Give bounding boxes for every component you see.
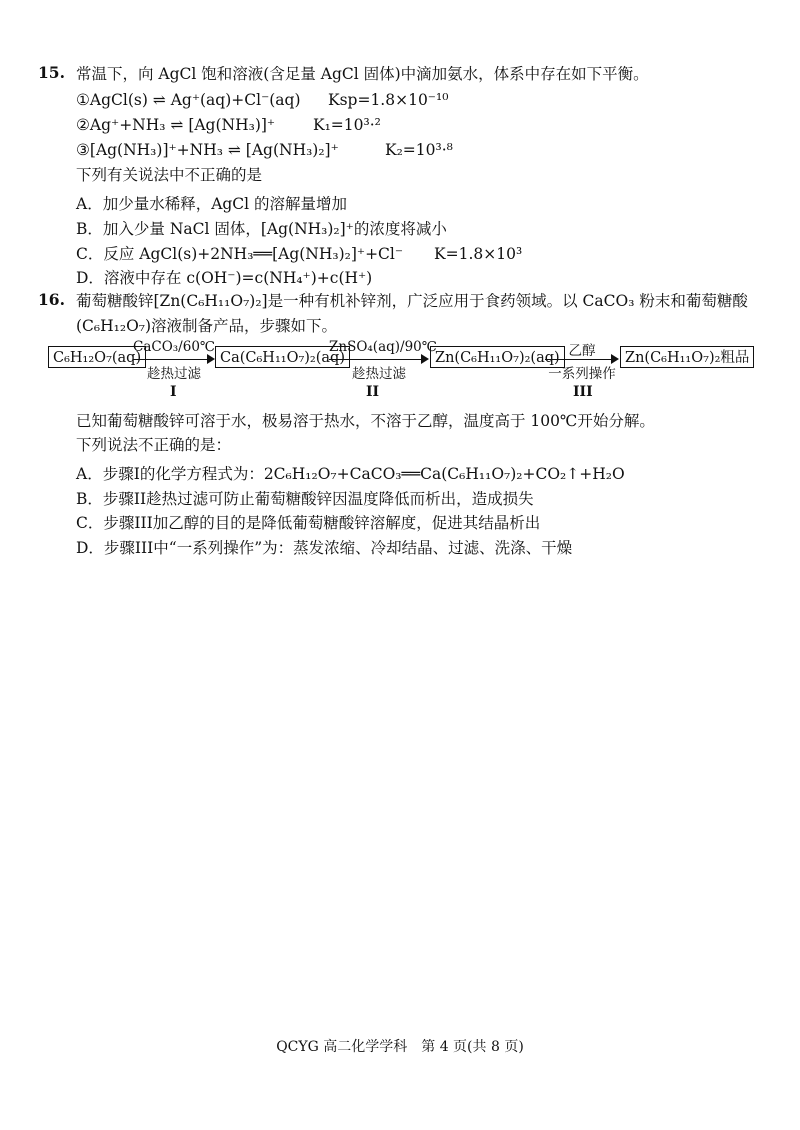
question-number: 15. [38,63,65,82]
question-stem: 常温下，向 AgCl 饱和溶液(含足量 AgCl 固体)中滴加氨水，体系中存在如下平衡。 [76,65,649,83]
arrow-2-reagent: ZnSO₄(aq)/90℃ [329,339,437,355]
flow-box-glucose-acid: C₆H₁₂O₇(aq) [48,346,146,368]
question-number: 16. [38,290,65,309]
equilibrium-3: ③[Ag(NH₃)]⁺+NH₃ ⇌ [Ag(NH₃)₂]⁺ [76,141,339,159]
step-label-3: III [573,384,593,400]
page-footer: QCYG 高二化学学科 第 4 页(共 8 页) [276,1039,524,1055]
flow-arrow-step-2 [329,339,437,384]
arrow-3-reagent: 乙醇 [568,343,596,359]
option-c[interactable]: C．反应 AgCl(s)+2NH₃══[Ag(NH₃)₂]⁺+Cl⁻ K=1.8×10³ [76,245,523,263]
arrow-3-operation: 一系列操作 [548,366,616,382]
flow-arrow-step-3 [545,340,619,384]
arrow-line [545,359,613,360]
known-info: 已知葡萄糖酸锌可溶于水，极易溶于热水，不溶于乙醇，温度高于 100℃开始分解。 [76,412,655,430]
option-a[interactable]: A．步骤I的化学方程式为：2C₆H₁₂O₇+CaCO₃══Ca(C₆H₁₁O₇)₂+CO₂↑+H₂O [76,465,625,483]
equilibrium-2-constant: K₁=10³·² [313,116,381,134]
equilibrium-3-constant: K₂=10³·⁸ [385,141,453,159]
arrow-1-reagent: CaCO₃/60℃ [133,339,216,355]
question-prompt: 下列说法不正确的是： [76,436,232,454]
option-b[interactable]: B．步骤II趁热过滤可防止葡萄糖酸锌因温度降低而析出，造成损失 [76,490,534,508]
question-stem-line-2: (C₆H₁₂O₇)溶液制备产品，步骤如下。 [76,317,338,335]
option-d[interactable]: D．溶液中存在 c(OH⁻)=c(NH₄⁺)+c(H⁺) [76,269,373,287]
arrow-1-operation: 趁热过滤 [147,366,201,382]
arrow-line [329,359,423,360]
flow-box-crude-product: Zn(C₆H₁₁O₇)₂粗品 [620,346,754,368]
question-stem-line-1: 葡萄糖酸锌[Zn(C₆H₁₁O₇)₂]是一种有机补锌剂，广泛应用于食药领域。以 CaCO₃ 粉末和葡萄糖酸 [76,292,748,310]
flow-box-zinc-gluconate-solution: Zn(C₆H₁₁O₇)₂(aq) [430,346,565,368]
option-c[interactable]: C．步骤III加乙醇的目的是降低葡萄糖酸锌溶解度，促进其结晶析出 [76,514,541,532]
flow-arrow-step-1 [133,340,215,384]
arrow-2-operation: 趁热过滤 [352,366,406,382]
step-label-2: II [366,384,380,400]
option-d[interactable]: D．步骤III中“一系列操作”为：蒸发浓缩、冷却结晶、过滤、洗涤、干燥 [76,539,573,557]
equilibrium-2: ②Ag⁺+NH₃ ⇌ [Ag(NH₃)]⁺ [76,116,276,134]
equilibrium-1: ①AgCl(s) ⇌ Ag⁺(aq)+Cl⁻(aq) [76,91,301,109]
equilibrium-1-constant: Ksp=1.8×10⁻¹⁰ [328,91,449,109]
question-prompt: 下列有关说法中不正确的是 [76,166,263,184]
arrow-line [133,359,209,360]
step-label-1: I [170,384,177,400]
flow-box-calcium-gluconate: Ca(C₆H₁₁O₇)₂(aq) [215,346,350,368]
option-b[interactable]: B．加入少量 NaCl 固体，[Ag(NH₃)₂]⁺的浓度将减小 [76,220,447,238]
option-a[interactable]: A．加少量水稀释，AgCl 的溶解量增加 [76,195,348,213]
